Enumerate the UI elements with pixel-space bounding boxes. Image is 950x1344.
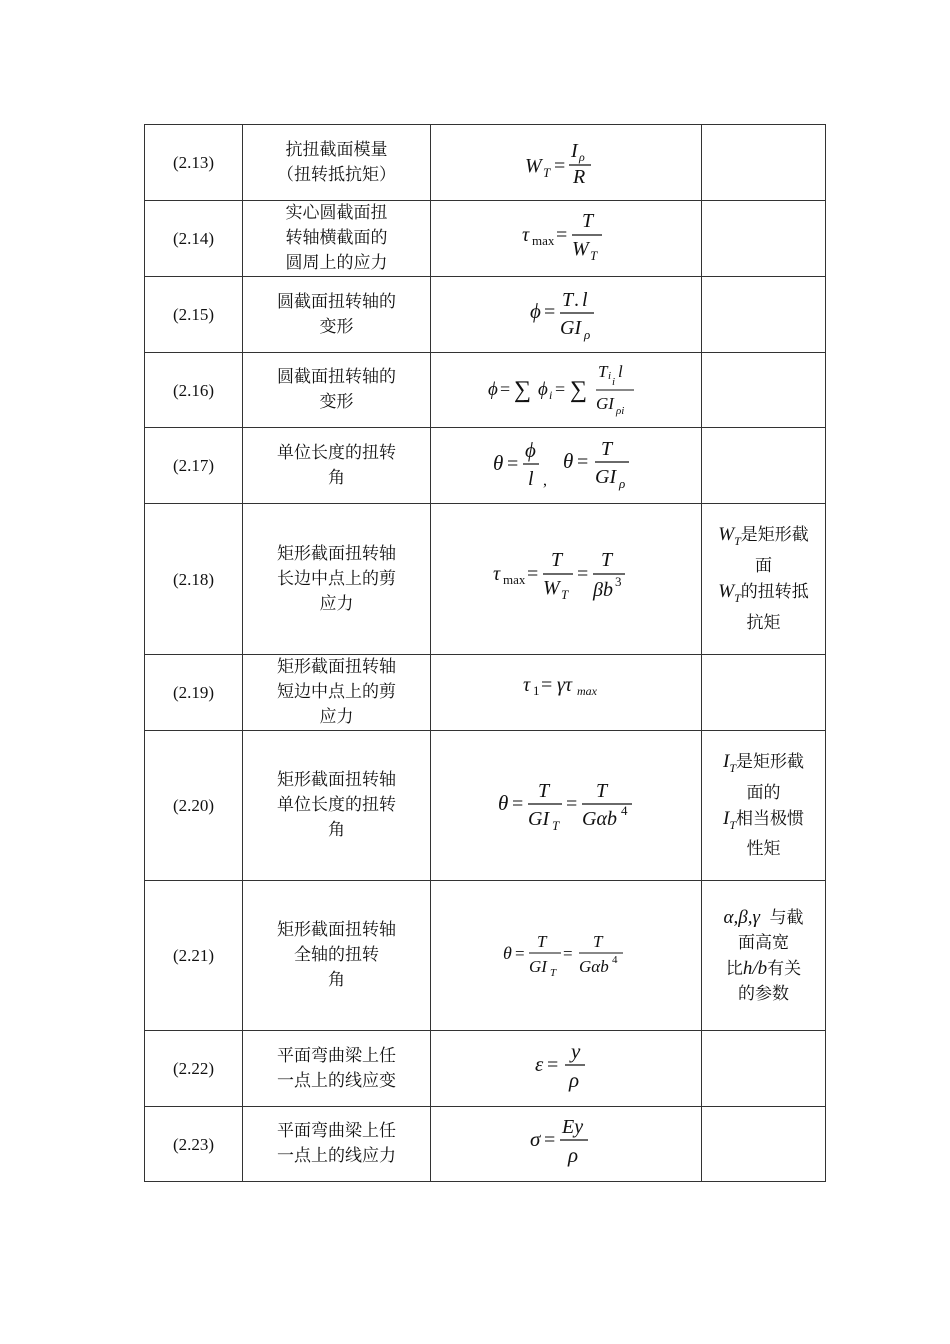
svg-text:∑: ∑ bbox=[570, 377, 588, 403]
formula-description: 圆截面扭转轴的 变形 bbox=[243, 353, 431, 428]
formula-description: 平面弯曲梁上任 一点上的线应力 bbox=[243, 1107, 431, 1182]
formula-sigma bbox=[431, 1107, 702, 1182]
svg-text:T: T bbox=[598, 362, 608, 381]
svg-text:ρ: ρ bbox=[584, 326, 591, 342]
formula-epsilon bbox=[431, 1031, 702, 1107]
svg-text:=: = bbox=[507, 452, 519, 475]
formula-number: (2.23) bbox=[145, 1107, 243, 1182]
svg-text:T: T bbox=[582, 209, 594, 232]
svg-text:i: i bbox=[549, 388, 553, 402]
svg-text:GI: GI bbox=[595, 465, 617, 488]
formula-phi-sum bbox=[431, 353, 702, 428]
it-symbol: $I_T$ bbox=[722, 750, 736, 775]
svg-text:R: R bbox=[573, 165, 586, 188]
svg-text:T: T bbox=[551, 549, 563, 571]
svg-text:GI: GI bbox=[529, 956, 547, 976]
svg-text:i: i bbox=[608, 370, 612, 382]
table-row bbox=[145, 353, 826, 428]
svg-text:σ: σ bbox=[530, 1127, 541, 1151]
note-cell: $I_T$是矩形截 面的 $I_T$相当极惯 性矩 bbox=[702, 731, 826, 881]
note-cell bbox=[702, 277, 826, 353]
svg-text:max: max bbox=[532, 232, 555, 248]
svg-text:=: = bbox=[544, 300, 556, 323]
svg-text:GI: GI bbox=[528, 807, 550, 830]
svg-text:W: W bbox=[543, 577, 560, 599]
svg-text:=: = bbox=[577, 563, 589, 585]
svg-text:Ey: Ey bbox=[562, 1116, 584, 1138]
formula-description: 单位长度的扭转 角 bbox=[243, 428, 431, 504]
svg-text:=: = bbox=[544, 1129, 556, 1151]
svg-text:3: 3 bbox=[615, 574, 622, 589]
formula-theta bbox=[431, 428, 702, 504]
formula-number: (2.16) bbox=[145, 353, 243, 428]
table-row bbox=[145, 277, 826, 353]
svg-text:ϕ: ϕ bbox=[530, 298, 541, 323]
svg-text:=: = bbox=[566, 792, 578, 815]
svg-text:=: = bbox=[512, 792, 524, 815]
formula-phi bbox=[431, 277, 702, 353]
svg-text:T: T bbox=[593, 931, 603, 951]
svg-text:T: T bbox=[596, 779, 608, 802]
note-cell bbox=[702, 1031, 826, 1107]
svg-text:=: = bbox=[541, 673, 553, 696]
formula-description: 矩形截面扭转轴 全轴的扭转 角 bbox=[243, 881, 431, 1031]
svg-text:max: max bbox=[503, 572, 526, 587]
svg-text:τ: τ bbox=[522, 223, 530, 246]
note-cell: α,β,γ 与截 面高宽 比h/b有关 的参数 bbox=[702, 881, 826, 1031]
svg-text:l: l bbox=[618, 362, 623, 381]
svg-text:T: T bbox=[562, 288, 574, 311]
it-symbol: $I_T$ bbox=[722, 807, 736, 832]
formula-description: 矩形截面扭转轴 长边中点上的剪 应力 bbox=[243, 504, 431, 655]
svg-text:ρ: ρ bbox=[568, 1143, 579, 1167]
svg-text:T: T bbox=[590, 247, 598, 263]
formula-description: 矩形截面扭转轴 单位长度的扭转 角 bbox=[243, 731, 431, 881]
note-cell bbox=[702, 125, 826, 201]
formula-description: 矩形截面扭转轴 短边中点上的剪 应力 bbox=[243, 655, 431, 731]
svg-text:I: I bbox=[571, 139, 578, 162]
svg-text:ρ: ρ bbox=[569, 1067, 580, 1092]
svg-text:T: T bbox=[550, 966, 557, 979]
svg-text:W: W bbox=[572, 237, 589, 260]
svg-text:4: 4 bbox=[621, 802, 628, 818]
svg-text:y: y bbox=[571, 1038, 581, 1063]
table-row bbox=[145, 655, 826, 731]
svg-text:ρ: ρ bbox=[579, 149, 585, 164]
formula-number: (2.17) bbox=[145, 428, 243, 504]
table-row bbox=[145, 504, 826, 655]
h-over-b-symbol: h/b bbox=[742, 957, 768, 979]
svg-text:ρ: ρ bbox=[619, 475, 626, 491]
svg-text:l: l bbox=[582, 288, 588, 311]
table-row bbox=[145, 201, 826, 277]
note-cell bbox=[702, 201, 826, 277]
svg-text:=: = bbox=[563, 943, 573, 963]
table-row bbox=[145, 428, 826, 504]
svg-text:θ: θ bbox=[493, 450, 504, 475]
formula-number: (2.14) bbox=[145, 201, 243, 277]
svg-text:W: W bbox=[525, 154, 542, 177]
table-row bbox=[145, 1107, 826, 1182]
svg-text:T: T bbox=[601, 549, 613, 571]
note-cell bbox=[702, 428, 826, 504]
svg-text:1: 1 bbox=[533, 682, 540, 698]
formula-wt bbox=[431, 125, 702, 201]
svg-text:=: = bbox=[577, 450, 589, 473]
table-row bbox=[145, 1031, 826, 1107]
formula-description: 圆截面扭转轴的 变形 bbox=[243, 277, 431, 353]
svg-text:τ: τ bbox=[493, 563, 501, 585]
svg-text:ϕ: ϕ bbox=[525, 437, 536, 462]
svg-text:max: max bbox=[577, 683, 597, 698]
formula-theta-full bbox=[431, 881, 702, 1031]
wt-symbol: $W_T$ bbox=[718, 581, 741, 605]
formula-number: (2.21) bbox=[145, 881, 243, 1031]
svg-text:GI: GI bbox=[596, 394, 614, 413]
formula-tau1 bbox=[431, 655, 702, 731]
svg-text:ρi: ρi bbox=[616, 405, 625, 417]
formula-number: (2.20) bbox=[145, 731, 243, 881]
formula-description: 抗扭截面模量 （扭转抵抗矩） bbox=[243, 125, 431, 201]
formula-table bbox=[144, 124, 826, 1182]
svg-text:i: i bbox=[612, 376, 616, 388]
svg-text:,: , bbox=[543, 471, 547, 489]
note-cell bbox=[702, 655, 826, 731]
formula-number: (2.22) bbox=[145, 1031, 243, 1107]
svg-text:∑: ∑ bbox=[514, 377, 532, 403]
note-cell bbox=[702, 353, 826, 428]
note-cell: $W_T$是矩形截 面 $W_T$的扭转抵 抗矩 bbox=[702, 504, 826, 655]
svg-text:ϕ: ϕ bbox=[538, 379, 548, 400]
svg-text:l: l bbox=[528, 467, 534, 490]
svg-text:.: . bbox=[574, 288, 579, 311]
wt-symbol: $W_T$ bbox=[718, 524, 741, 548]
svg-text:τ: τ bbox=[523, 673, 531, 696]
svg-text:Gαb: Gαb bbox=[582, 807, 617, 830]
svg-text:ϕ: ϕ bbox=[488, 379, 498, 400]
svg-text:=: = bbox=[527, 563, 539, 585]
svg-text:=: = bbox=[500, 379, 511, 399]
table-row bbox=[145, 125, 826, 201]
formula-tau-max-rect bbox=[431, 504, 702, 655]
svg-text:θ: θ bbox=[503, 942, 512, 963]
formula-number: (2.15) bbox=[145, 277, 243, 353]
formula-number: (2.18) bbox=[145, 504, 243, 655]
formula-number: (2.19) bbox=[145, 655, 243, 731]
svg-text:θ: θ bbox=[563, 448, 574, 473]
svg-text:ε: ε bbox=[535, 1051, 544, 1076]
svg-text:T: T bbox=[561, 587, 569, 602]
table-row bbox=[145, 731, 826, 881]
svg-text:=: = bbox=[547, 1053, 559, 1076]
formula-theta-rect bbox=[431, 731, 702, 881]
alpha-beta-gamma-symbol: α,β,γ bbox=[723, 906, 770, 928]
svg-text:=: = bbox=[554, 154, 566, 177]
table-row bbox=[145, 881, 826, 1031]
svg-text:T: T bbox=[601, 437, 613, 460]
formula-tau-max bbox=[431, 201, 702, 277]
svg-text:=: = bbox=[515, 943, 525, 963]
svg-text:T: T bbox=[538, 779, 550, 802]
formula-description: 平面弯曲梁上任 一点上的线应变 bbox=[243, 1031, 431, 1107]
formula-description: 实心圆截面扭 转轴横截面的 圆周上的应力 bbox=[243, 201, 431, 277]
svg-text:Gαb: Gαb bbox=[579, 956, 609, 976]
note-cell bbox=[702, 1107, 826, 1182]
svg-text:GI: GI bbox=[560, 316, 582, 339]
svg-text:T: T bbox=[552, 817, 560, 833]
svg-text:4: 4 bbox=[612, 953, 618, 966]
svg-text:T: T bbox=[543, 164, 551, 180]
svg-text:=: = bbox=[555, 379, 566, 399]
svg-text:γτ: γτ bbox=[557, 673, 573, 696]
formula-number: (2.13) bbox=[145, 125, 243, 201]
svg-text:βb: βb bbox=[593, 579, 613, 601]
svg-text:θ: θ bbox=[498, 790, 509, 815]
svg-text:T: T bbox=[537, 931, 547, 951]
svg-text:=: = bbox=[556, 223, 568, 246]
